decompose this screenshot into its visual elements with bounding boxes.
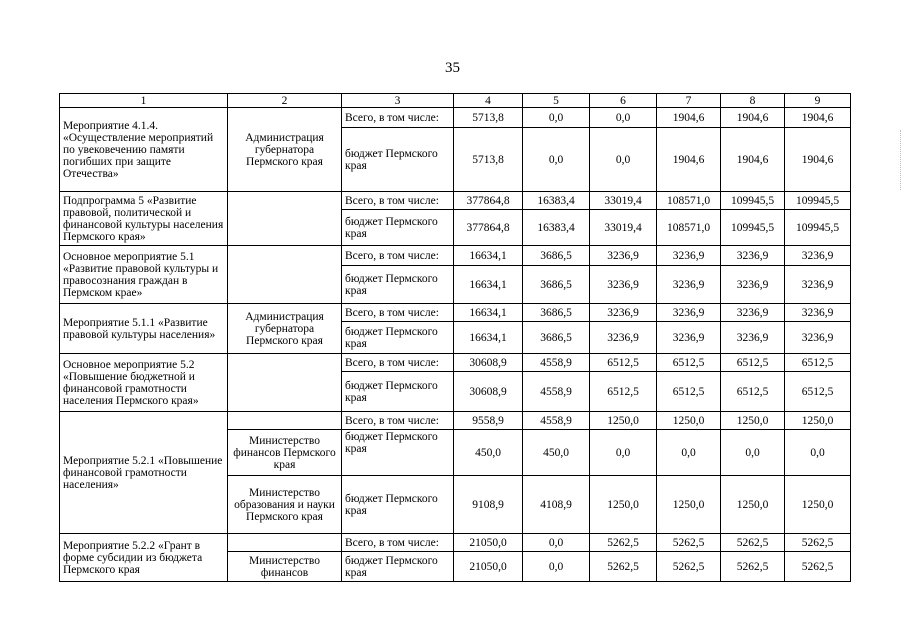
amount-cell: 5262,5 <box>785 534 851 552</box>
funding-source-cell: бюджет Пермского края <box>342 266 454 304</box>
amount-cell: 4558,9 <box>523 354 590 372</box>
executor-cell <box>228 412 342 430</box>
amount-cell: 450,0 <box>523 430 590 476</box>
funding-source-cell: бюджет Пермского края <box>342 210 454 246</box>
amount-cell: 3236,9 <box>657 266 721 304</box>
amount-cell: 16383,4 <box>523 192 590 210</box>
amount-cell: 4558,9 <box>523 412 590 430</box>
amount-cell: 5262,5 <box>657 552 721 582</box>
amount-cell: 109945,5 <box>785 210 851 246</box>
amount-cell: 9558,9 <box>454 412 523 430</box>
amount-cell: 1250,0 <box>785 476 851 534</box>
column-header: 5 <box>523 94 590 108</box>
amount-cell: 1904,6 <box>721 128 785 192</box>
amount-cell: 3236,9 <box>657 304 721 322</box>
amount-cell: 5262,5 <box>785 552 851 582</box>
amount-cell: 4108,9 <box>523 476 590 534</box>
amount-cell: 0,0 <box>590 108 657 128</box>
funding-source-cell: Всего, в том числе: <box>342 412 454 430</box>
table-row <box>60 192 851 210</box>
amount-cell: 3236,9 <box>590 322 657 354</box>
table-row <box>60 108 851 128</box>
table-row <box>60 304 851 322</box>
amount-cell: 108571,0 <box>657 210 721 246</box>
column-header: 3 <box>342 94 454 108</box>
funding-source-cell: бюджет Пермского края <box>342 322 454 354</box>
amount-cell: 0,0 <box>721 430 785 476</box>
amount-cell: 16634,1 <box>454 322 523 354</box>
amount-cell: 5713,8 <box>454 108 523 128</box>
amount-cell: 16634,1 <box>454 246 523 266</box>
amount-cell: 3236,9 <box>721 246 785 266</box>
amount-cell: 9108,9 <box>454 476 523 534</box>
funding-source-cell: Всего, в том числе: <box>342 534 454 552</box>
amount-cell: 3686,5 <box>523 266 590 304</box>
program-name-cell: Основное мероприятие 5.1 «Развитие правовой культуры и правосознания граждан в Пермском крае» <box>60 246 228 304</box>
amount-cell: 0,0 <box>785 430 851 476</box>
funding-source-cell: бюджет Пермского края <box>342 128 454 192</box>
amount-cell: 30608,9 <box>454 372 523 412</box>
column-header: 9 <box>785 94 851 108</box>
amount-cell: 1250,0 <box>785 412 851 430</box>
amount-cell: 0,0 <box>657 430 721 476</box>
program-name-cell: Подпрограмма 5 «Развитие правовой, политической и финансовой культуры населения Пермского края» <box>60 192 228 246</box>
amount-cell: 1250,0 <box>721 476 785 534</box>
amount-cell: 6512,5 <box>721 354 785 372</box>
amount-cell: 5262,5 <box>590 552 657 582</box>
column-header: 8 <box>721 94 785 108</box>
amount-cell: 4558,9 <box>523 372 590 412</box>
amount-cell: 6512,5 <box>590 354 657 372</box>
table-row <box>60 354 851 372</box>
amount-cell: 0,0 <box>590 128 657 192</box>
amount-cell: 3236,9 <box>785 304 851 322</box>
amount-cell: 108571,0 <box>657 192 721 210</box>
amount-cell: 3686,5 <box>523 304 590 322</box>
column-header: 1 <box>60 94 228 108</box>
amount-cell: 0,0 <box>523 534 590 552</box>
amount-cell: 6512,5 <box>657 354 721 372</box>
page-number: 35 <box>445 60 460 76</box>
budget-table <box>59 93 851 582</box>
amount-cell: 1250,0 <box>657 476 721 534</box>
amount-cell: 16634,1 <box>454 304 523 322</box>
amount-cell: 377864,8 <box>454 210 523 246</box>
amount-cell: 5262,5 <box>657 534 721 552</box>
header-row <box>60 94 851 108</box>
executor-cell <box>228 246 342 304</box>
program-name-cell: Основное мероприятие 5.2 «Повышение бюджетной и финансовой грамотности населения Пермского края» <box>60 354 228 412</box>
program-name-cell: Мероприятие 5.1.1 «Развитие правовой культуры населения» <box>60 304 228 354</box>
amount-cell: 16383,4 <box>523 210 590 246</box>
amount-cell: 33019,4 <box>590 192 657 210</box>
amount-cell: 6512,5 <box>721 372 785 412</box>
amount-cell: 3236,9 <box>657 322 721 354</box>
amount-cell: 1904,6 <box>785 108 851 128</box>
amount-cell: 1904,6 <box>785 128 851 192</box>
funding-source-cell: бюджет Пермского края <box>342 476 454 534</box>
amount-cell: 0,0 <box>523 552 590 582</box>
amount-cell: 1904,6 <box>721 108 785 128</box>
amount-cell: 450,0 <box>454 430 523 476</box>
funding-source-cell: бюджет Пермского края <box>342 430 454 476</box>
column-header: 4 <box>454 94 523 108</box>
funding-source-cell: бюджет Пермского края <box>342 372 454 412</box>
funding-source-cell: Всего, в том числе: <box>342 108 454 128</box>
amount-cell: 3236,9 <box>721 266 785 304</box>
column-header: 6 <box>590 94 657 108</box>
amount-cell: 3236,9 <box>785 266 851 304</box>
amount-cell: 109945,5 <box>721 210 785 246</box>
table-row <box>60 246 851 266</box>
amount-cell: 109945,5 <box>721 192 785 210</box>
executor-cell <box>228 534 342 552</box>
amount-cell: 1250,0 <box>657 412 721 430</box>
funding-source-cell: Всего, в том числе: <box>342 304 454 322</box>
scan-edge-marks <box>898 130 901 190</box>
funding-source-cell: бюджет Пермского края <box>342 552 454 582</box>
amount-cell: 3236,9 <box>590 266 657 304</box>
amount-cell: 6512,5 <box>657 372 721 412</box>
column-header: 7 <box>657 94 721 108</box>
amount-cell: 3236,9 <box>785 246 851 266</box>
funding-source-cell: Всего, в том числе: <box>342 246 454 266</box>
amount-cell: 1250,0 <box>590 412 657 430</box>
amount-cell: 6512,5 <box>785 354 851 372</box>
table-row <box>60 534 851 552</box>
amount-cell: 21050,0 <box>454 552 523 582</box>
funding-source-cell: Всего, в том числе: <box>342 354 454 372</box>
amount-cell: 0,0 <box>590 430 657 476</box>
amount-cell: 5262,5 <box>721 534 785 552</box>
amount-cell: 1250,0 <box>721 412 785 430</box>
amount-cell: 6512,5 <box>590 372 657 412</box>
amount-cell: 21050,0 <box>454 534 523 552</box>
table-row <box>60 412 851 430</box>
amount-cell: 3236,9 <box>721 322 785 354</box>
amount-cell: 5262,5 <box>590 534 657 552</box>
executor-cell <box>228 354 342 412</box>
executor-cell: Министерство финансов Пермского края <box>228 430 342 476</box>
amount-cell: 3236,9 <box>657 246 721 266</box>
amount-cell: 3686,5 <box>523 246 590 266</box>
amount-cell: 0,0 <box>523 128 590 192</box>
amount-cell: 30608,9 <box>454 354 523 372</box>
executor-cell: Министерство финансов <box>228 552 342 582</box>
amount-cell: 1250,0 <box>590 476 657 534</box>
amount-cell: 377864,8 <box>454 192 523 210</box>
amount-cell: 16634,1 <box>454 266 523 304</box>
column-header: 2 <box>228 94 342 108</box>
amount-cell: 0,0 <box>523 108 590 128</box>
amount-cell: 6512,5 <box>785 372 851 412</box>
program-name-cell: Мероприятие 5.2.2 «Грант в форме субсидии из бюджета Пермского края <box>60 534 228 582</box>
program-name-cell: Мероприятие 4.1.4. «Осуществление мероприятий по увековечению памяти погибших при защите Отечества» <box>60 108 228 192</box>
amount-cell: 3686,5 <box>523 322 590 354</box>
amount-cell: 3236,9 <box>590 304 657 322</box>
amount-cell: 3236,9 <box>590 246 657 266</box>
amount-cell: 5713,8 <box>454 128 523 192</box>
amount-cell: 109945,5 <box>785 192 851 210</box>
executor-cell: Администрация губернатора Пермского края <box>228 304 342 354</box>
amount-cell: 1904,6 <box>657 128 721 192</box>
amount-cell: 33019,4 <box>590 210 657 246</box>
executor-cell <box>228 192 342 246</box>
amount-cell: 3236,9 <box>785 322 851 354</box>
amount-cell: 5262,5 <box>721 552 785 582</box>
amount-cell: 3236,9 <box>721 304 785 322</box>
program-name-cell: Мероприятие 5.2.1 «Повышение финансовой грамотности населения» <box>60 412 228 534</box>
executor-cell: Министерство образования и науки Пермского края <box>228 476 342 534</box>
amount-cell: 1904,6 <box>657 108 721 128</box>
funding-source-cell: Всего, в том числе: <box>342 192 454 210</box>
executor-cell: Администрация губернатора Пермского края <box>228 108 342 192</box>
